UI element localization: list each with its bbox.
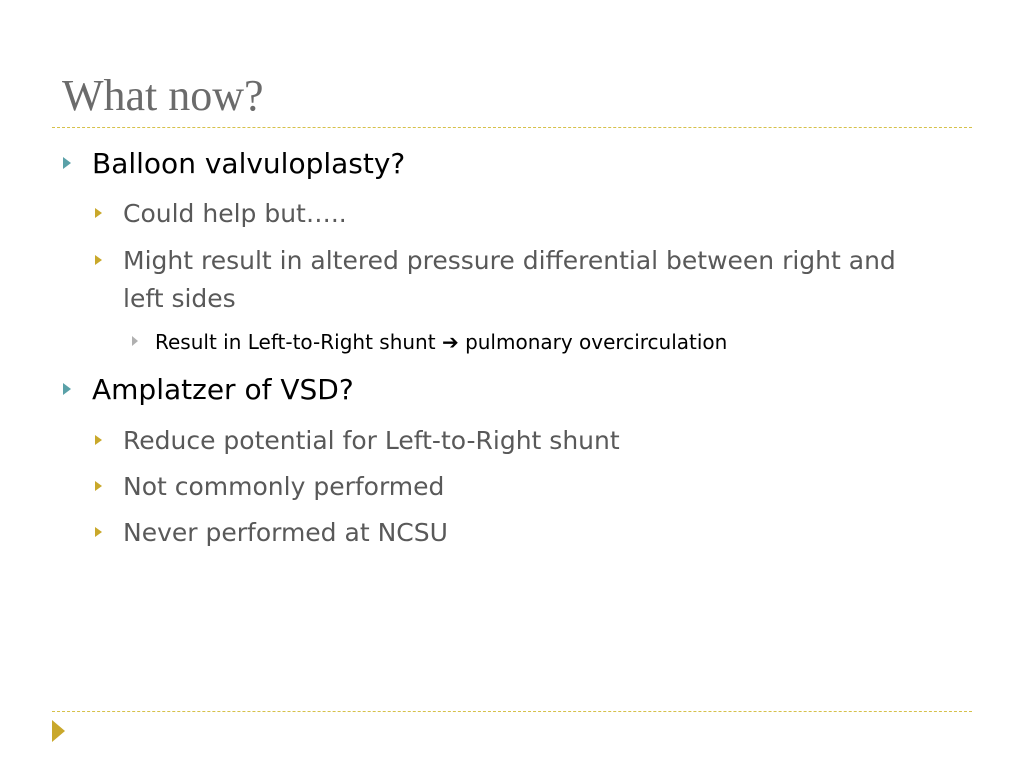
footer-divider <box>52 711 972 712</box>
bullet-text: Reduce potential for Left-to-Right shunt <box>123 426 620 455</box>
bullet-triangle-icon <box>63 383 71 395</box>
bullet-triangle-icon <box>95 481 102 491</box>
bullet-text-line2: left sides <box>123 284 236 313</box>
bullet-text-before: Result in Left-to-Right shunt <box>155 330 436 354</box>
bullet-triangle-icon <box>95 527 102 537</box>
slide-title: What now? <box>62 71 264 120</box>
bullet-text: Could help but….. <box>123 199 347 228</box>
bullet-triangle-icon <box>63 157 71 169</box>
bullet-text-after: pulmonary overcirculation <box>465 330 728 354</box>
bullet-not-commonly <box>123 468 444 506</box>
bullet-text: Amplatzer of VSD? <box>92 373 354 406</box>
bullet-text: Not commonly performed <box>123 472 445 501</box>
bullet-shunt-result <box>155 330 727 354</box>
bullet-never-performed <box>123 514 448 552</box>
title-divider <box>52 127 972 128</box>
bullet-might-result <box>123 242 896 318</box>
bullet-reduce-potential <box>123 422 620 460</box>
bullet-triangle-icon <box>95 435 102 445</box>
bullet-could-help <box>123 195 347 233</box>
next-slide-arrow-icon[interactable] <box>52 720 65 742</box>
bullet-triangle-icon <box>132 336 138 346</box>
bullet-text: Balloon valvuloplasty? <box>92 147 406 180</box>
bullet-triangle-icon <box>95 208 102 218</box>
bullet-text: Never performed at NCSU <box>123 518 448 547</box>
bullet-balloon-valvuloplasty <box>92 147 405 180</box>
bullet-triangle-icon <box>95 255 102 265</box>
bullet-text-line1: Might result in altered pressure differential between right and <box>123 246 896 275</box>
right-arrow-icon: ➔ <box>441 330 459 354</box>
bullet-amplatzer <box>92 373 354 406</box>
